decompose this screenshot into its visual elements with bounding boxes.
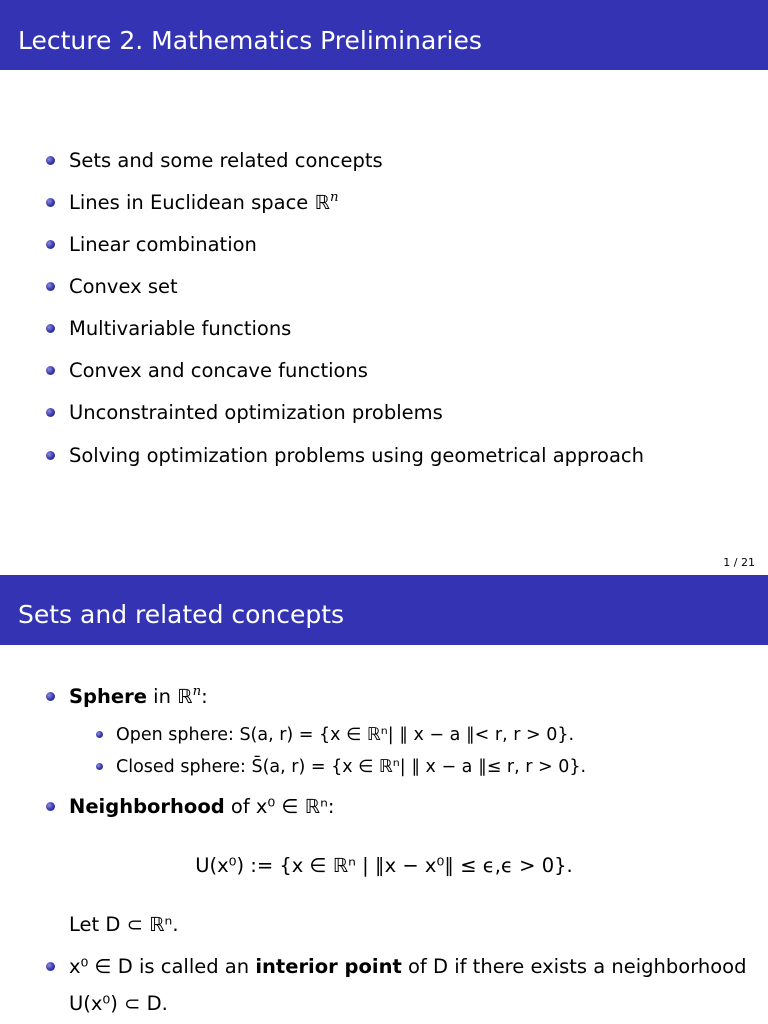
open-sphere-formula: S(a, r) = {x ∈ ℝⁿ| ∥ x − a ∥< r, r > 0}.: [239, 725, 575, 745]
slide-title-bar: [0, 575, 768, 645]
term-sphere: Sphere: [69, 685, 147, 708]
list-item: Unconstrainted optimization problems: [69, 400, 443, 426]
list-item: Convex and concave functions: [69, 358, 368, 384]
page-number: 1 / 21: [723, 556, 755, 569]
list-item: Multivariable functions: [69, 316, 291, 342]
bullet-icon: [46, 366, 55, 375]
slide-title: Lecture 2. Mathematics Preliminaries: [18, 26, 482, 55]
slide-title-bar: [0, 0, 768, 70]
closed-sphere-item: Closed sphere: S̄(a, r) = {x ∈ ℝⁿ| ∥ x − a ∥≤ r, r > 0}.: [116, 755, 586, 779]
interior-point-item: x⁰ ∈ D is called an interior point of D if there exists a neighborhood: [69, 954, 746, 980]
slide-2: [0, 575, 768, 1024]
bullet-icon: [46, 282, 55, 291]
bullet-icon: [46, 156, 55, 165]
list-item: Lines in Euclidean space ℝ$^n$: [69, 190, 338, 216]
list-item: Sets and some related concepts: [69, 148, 383, 174]
bullet-icon: [96, 763, 103, 770]
bullet-icon: [46, 692, 55, 701]
list-item: Linear combination: [69, 232, 257, 258]
slide-title: Sets and related concepts: [18, 600, 345, 629]
bullet-icon: [46, 451, 55, 460]
neighborhood-item: Neighborhood of x⁰ ∈ ℝⁿ:: [69, 794, 334, 820]
neighborhood-formula: U(x⁰) := {x ∈ ℝⁿ | ∥x − x⁰∥ ≤ ϵ,ϵ > 0}.: [195, 854, 573, 877]
sphere-item: Sphere in ℝ$^n$:: [69, 684, 208, 710]
bullet-icon: [46, 802, 55, 811]
term-neighborhood: Neighborhood: [69, 795, 225, 818]
open-sphere-item: Open sphere: S(a, r) = {x ∈ ℝⁿ| ∥ x − a ∥< r, r > 0}.: [116, 723, 574, 747]
bullet-icon: [46, 240, 55, 249]
interior-point-continuation: U(x⁰) ⊂ D.: [69, 992, 168, 1015]
superscript: n: [329, 190, 339, 206]
bullet-icon: [46, 408, 55, 417]
bullet-icon: [46, 962, 55, 971]
closed-sphere-formula: S̄(a, r) = {x ∈ ℝⁿ| ∥ x − a ∥≤ r, r > 0}.: [251, 757, 587, 777]
bullet-icon: [96, 731, 103, 738]
term-interior-point: interior point: [255, 955, 402, 978]
bullet-icon: [46, 324, 55, 333]
list-item: Convex set: [69, 274, 178, 300]
list-item: Solving optimization problems using geometrical approach: [69, 443, 644, 469]
let-statement: Let D ⊂ ℝⁿ.: [69, 913, 179, 936]
bullet-icon: [46, 198, 55, 207]
